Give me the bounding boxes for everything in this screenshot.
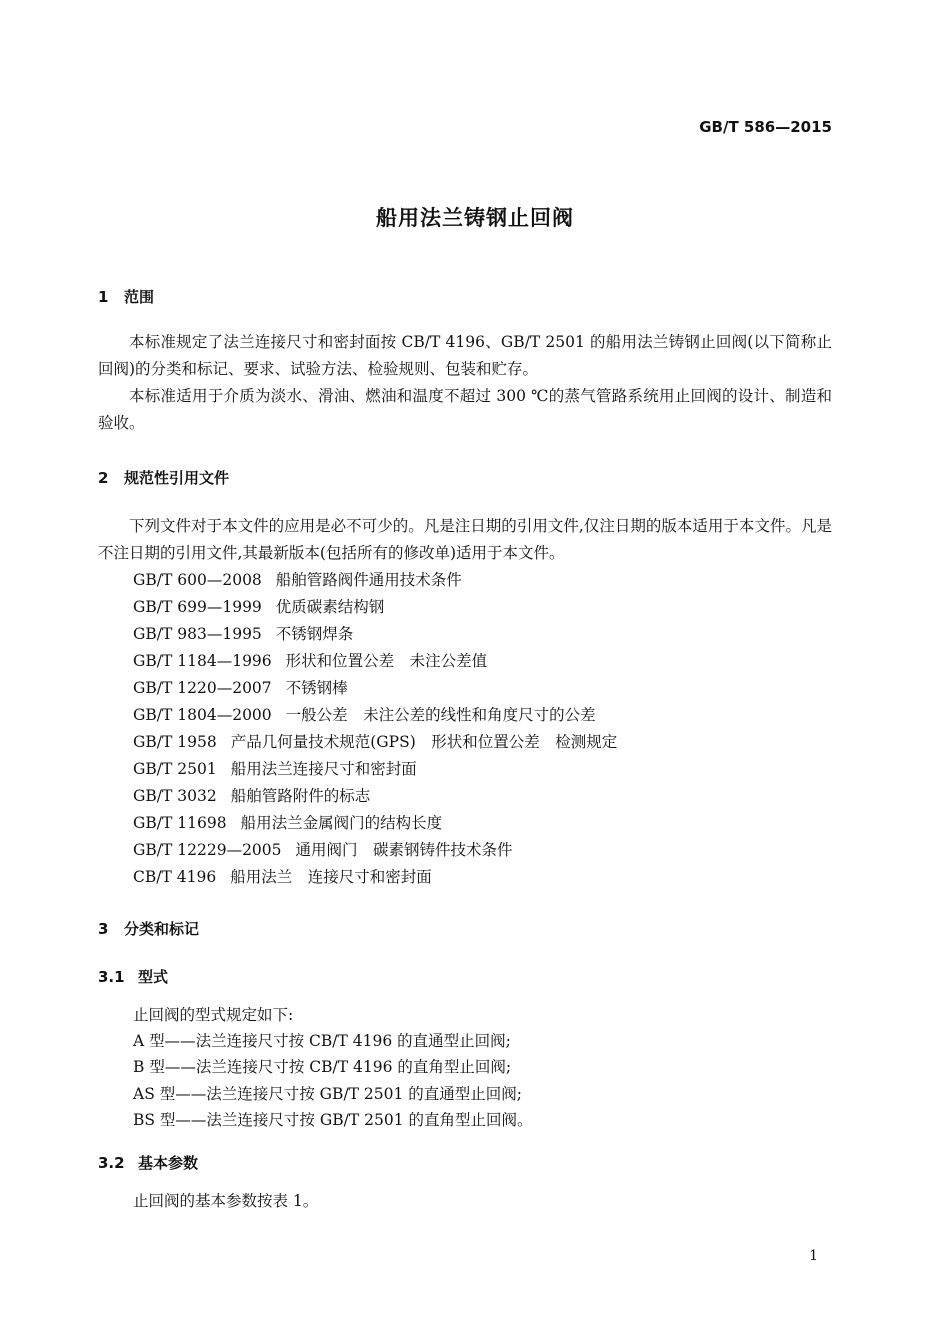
standard-code: GB/T 586—2015	[699, 118, 832, 136]
reference-item	[133, 783, 617, 810]
section-3-2-heading	[98, 1152, 198, 1173]
section-number: 1	[98, 288, 109, 306]
type-item-bs: BS 型——法兰连接尺寸按 GB/T 2501 的直角型止回阀。	[133, 1111, 533, 1129]
reference-item	[133, 648, 617, 675]
section-number: 2	[98, 469, 109, 487]
section-2-intro: 下列文件对于本文件的应用是必不可少的。凡是注日期的引用文件,仅注日期的版本适用于本文件。凡是不注日期的引用文件,其最新版本(包括所有的修改单)适用于本文件。	[98, 517, 832, 562]
reference-title: 产品几何量技术规范(GPS) 形状和位置公差 检测规定	[230, 733, 618, 751]
type-item-as: AS 型——法兰连接尺寸按 GB/T 2501 的直通型止回阀;	[133, 1085, 523, 1103]
type-item-b: B 型——法兰连接尺寸按 CB/T 4196 的直角型止回阀;	[133, 1058, 512, 1076]
reference-item	[133, 756, 617, 783]
reference-list	[133, 567, 617, 891]
reference-code: GB/T 12229—2005	[133, 841, 282, 859]
section-1-heading	[98, 286, 154, 307]
reference-code: GB/T 3032	[133, 787, 217, 805]
section-1-paragraph-2: 本标准适用于介质为淡水、滑油、燃油和温度不超过 300 ℃的蒸气管路系统用止回阀的设计、制造和验收。	[98, 387, 832, 432]
reference-code: CB/T 4196	[133, 868, 217, 886]
page-number: 1	[809, 1248, 818, 1264]
document-title: 船用法兰铸钢止回阀	[376, 206, 574, 230]
reference-item	[133, 675, 617, 702]
section-title: 范围	[124, 288, 155, 306]
reference-code: GB/T 11698	[133, 814, 227, 832]
reference-item	[133, 864, 617, 891]
reference-item	[133, 810, 617, 837]
section-title: 规范性引用文件	[124, 469, 230, 487]
reference-code: GB/T 600—2008	[133, 571, 262, 589]
reference-item	[133, 729, 617, 756]
reference-code: GB/T 1958	[133, 733, 217, 751]
reference-title: 船舶管路阀件通用技术条件	[275, 571, 462, 589]
reference-title: 优质碳素结构钢	[275, 598, 385, 616]
subsection-number: 3.2	[98, 1154, 125, 1172]
reference-code: GB/T 1220—2007	[133, 679, 272, 697]
section-3-1-heading	[98, 966, 168, 987]
reference-code: GB/T 1184—1996	[133, 652, 272, 670]
reference-title: 不锈钢棒	[285, 679, 348, 697]
reference-title: 船用法兰 连接尺寸和密封面	[230, 868, 432, 886]
types-intro: 止回阀的型式规定如下:	[133, 1006, 294, 1024]
subsection-title: 基本参数	[138, 1154, 199, 1172]
reference-title: 一般公差 未注公差的线性和角度尺寸的公差	[285, 706, 596, 724]
reference-title: 船舶管路附件的标志	[230, 787, 371, 805]
reference-code: GB/T 1804—2000	[133, 706, 272, 724]
reference-title: 通用阀门 碳素钢铸件技术条件	[295, 841, 513, 859]
reference-item	[133, 621, 617, 648]
reference-title: 形状和位置公差 未注公差值	[285, 652, 488, 670]
reference-title: 船用法兰连接尺寸和密封面	[230, 760, 417, 778]
basic-parameters-text: 止回阀的基本参数按表 1。	[133, 1192, 319, 1210]
section-2-heading	[98, 467, 229, 488]
section-1-paragraph-1: 本标准规定了法兰连接尺寸和密封面按 CB/T 4196、GB/T 2501 的船用法兰铸钢止回阀(以下简称止回阀)的分类和标记、要求、试验方法、检验规则、包装和贮存。	[98, 333, 832, 378]
type-item-a: A 型——法兰连接尺寸按 CB/T 4196 的直通型止回阀;	[133, 1032, 511, 1050]
reference-item	[133, 594, 617, 621]
reference-title: 船用法兰金属阀门的结构长度	[240, 814, 443, 832]
reference-title: 不锈钢焊条	[275, 625, 354, 643]
subsection-title: 型式	[138, 968, 169, 986]
subsection-number: 3.1	[98, 968, 125, 986]
reference-code: GB/T 2501	[133, 760, 217, 778]
reference-code: GB/T 983—1995	[133, 625, 262, 643]
section-3-heading	[98, 918, 199, 939]
section-title: 分类和标记	[124, 920, 200, 938]
reference-item	[133, 702, 617, 729]
section-number: 3	[98, 920, 109, 938]
reference-item	[133, 837, 617, 864]
reference-code: GB/T 699—1999	[133, 598, 262, 616]
reference-item	[133, 567, 617, 594]
